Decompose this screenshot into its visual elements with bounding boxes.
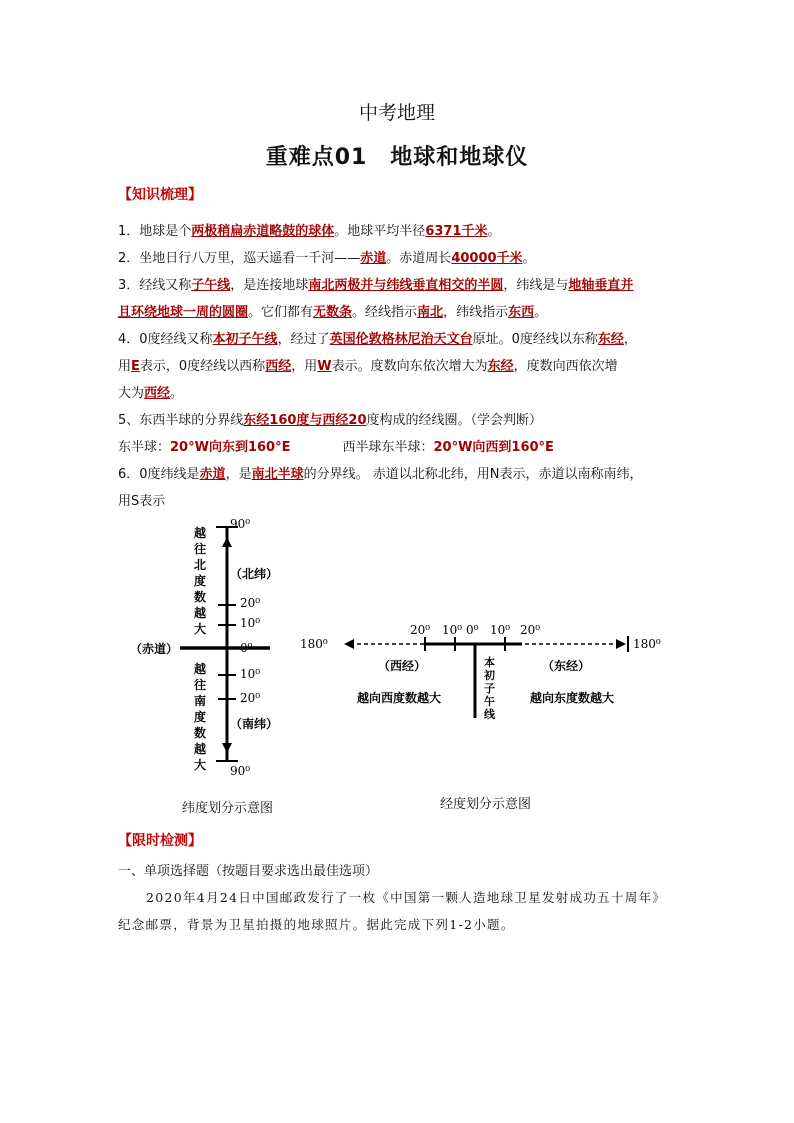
west-text: 越向西度数越大 — [357, 691, 442, 705]
east-text: 越向东度数越大 — [530, 691, 615, 705]
lon-left-end-label: 180⁰ — [300, 637, 328, 651]
plain-text: ， — [623, 332, 637, 347]
question-intro-line1: 2020年4月24日中国邮政发行了一枚《中国第一颗人造地球卫星发射成功五十周年》 — [146, 890, 667, 905]
south-arrowhead — [222, 743, 232, 753]
vertical-char: 度 — [194, 710, 207, 724]
west-arrowhead — [344, 639, 354, 649]
knowledge-list — [118, 218, 688, 515]
highlight-term: 南北 — [417, 305, 444, 320]
highlight-term: 西经 — [144, 386, 171, 401]
highlight-term: 20°W向西到160°E — [433, 440, 554, 455]
equator-label: （赤道） — [130, 642, 179, 656]
vertical-char: 越 — [194, 526, 207, 540]
tick-label-s10: 10⁰ — [240, 667, 261, 681]
vertical-char: 南 — [194, 694, 207, 708]
plain-text: 。 — [522, 251, 536, 266]
longitude-caption: 经度划分示意图 — [440, 797, 532, 812]
plain-text: ，是连接地球 — [230, 278, 309, 293]
question-heading: 一、单项选择题（按题目要求选出最佳选项） — [118, 864, 379, 879]
section-knowledge: 【知识梳理】 — [118, 187, 202, 203]
vertical-char: 往 — [194, 542, 207, 556]
plain-text: 。 — [534, 305, 548, 320]
vertical-char: 子 — [484, 682, 495, 695]
vertical-char: 度 — [194, 574, 207, 588]
knowledge-line — [118, 353, 688, 380]
highlight-term: 6371千米 — [425, 224, 488, 239]
tick-label-n20: 20⁰ — [240, 596, 261, 610]
north-hemi-label: （北纬） — [230, 567, 279, 581]
knowledge-line — [118, 488, 688, 515]
plain-text: 2．坐地日行八万里，巡天遥看一千河—— — [118, 251, 361, 266]
lon-tick-label-w10: 10⁰ — [442, 623, 463, 637]
plain-text: 。经线指示 — [352, 305, 418, 320]
east-longitude-label: （东经） — [542, 659, 591, 673]
lon-tick-label-w20: 20⁰ — [410, 623, 431, 637]
east-arrowhead — [616, 639, 626, 649]
plain-text: 用S表示 — [118, 494, 166, 509]
plain-text: ，用 — [291, 359, 318, 374]
vertical-char: 大 — [194, 758, 207, 772]
highlight-term: 40000千米 — [451, 251, 523, 266]
latitude-caption: 纬度划分示意图 — [182, 801, 274, 816]
north-vertical-text — [193, 525, 206, 636]
lon-tick-label-e20: 20⁰ — [520, 623, 541, 637]
plain-text: 用 — [118, 359, 132, 374]
plain-text: ，度数向西依次增 — [513, 359, 618, 374]
page-title: 重难点01 地球和地球仪 — [265, 145, 529, 170]
vertical-char: 越 — [194, 742, 207, 756]
knowledge-line — [118, 218, 688, 245]
north-arrowhead — [222, 537, 232, 547]
plain-text: 原址。0度经线以东称 — [472, 332, 598, 347]
knowledge-line — [118, 380, 688, 407]
plain-text: ，纬线指示 — [443, 305, 509, 320]
plain-text: 。它们都有 — [248, 305, 314, 320]
plain-text: 4．0度经线又称 — [118, 332, 213, 347]
lon-tick-label-e10: 10⁰ — [490, 623, 511, 637]
highlight-term: 东经160度与西经20 — [243, 413, 367, 428]
plain-text: 6．0度纬线是 — [118, 467, 200, 482]
prime-meridian-label — [483, 655, 496, 721]
plain-text: 。地球平均半径 — [334, 224, 426, 239]
highlight-term: 东经 — [597, 332, 624, 347]
knowledge-line — [118, 326, 688, 353]
highlight-term: 本初子午线 — [212, 332, 278, 347]
plain-text: 西半球东半球： — [290, 440, 434, 455]
knowledge-line — [118, 461, 688, 488]
plain-text: 。 — [487, 224, 501, 239]
vertical-char: 午 — [484, 695, 495, 708]
highlight-term: 两极稍扁赤道略鼓的球体 — [191, 224, 335, 239]
highlight-term: 英国伦敦格林尼治天文台 — [329, 332, 473, 347]
highlight-term: 子午线 — [191, 278, 231, 293]
highlight-term: 赤道 — [360, 251, 387, 266]
vertical-char: 往 — [194, 678, 207, 692]
lat-top-label: 90⁰ — [230, 517, 251, 531]
plain-text: ，经过了 — [277, 332, 330, 347]
knowledge-line — [118, 407, 688, 434]
highlight-term: E — [131, 359, 140, 374]
knowledge-line — [118, 245, 688, 272]
vertical-char: 大 — [194, 622, 207, 636]
section-test: 【限时检测】 — [118, 833, 202, 849]
vertical-char: 数 — [194, 726, 207, 740]
south-vertical-text — [193, 661, 206, 772]
highlight-term: 东经 — [487, 359, 514, 374]
lon-tick-label-zero: 0⁰ — [466, 623, 479, 637]
plain-text: ，纬线是与 — [503, 278, 569, 293]
lon-right-end-label: 180⁰ — [633, 637, 661, 651]
plain-text: 东半球： — [118, 440, 171, 455]
lat-bottom-label: 90⁰ — [230, 764, 251, 778]
plain-text: 大为 — [118, 386, 145, 401]
plain-text: 5、东西半球的分界线 — [118, 413, 244, 428]
plain-text: 的分界线。 赤道以北称北纬，用N表示，赤道以南称南纬， — [303, 467, 643, 482]
plain-text: 3．经线又称 — [118, 278, 192, 293]
plain-text: 度构成的经线圈。（学会判断） — [366, 413, 543, 428]
west-longitude-label: （西经） — [378, 659, 427, 673]
highlight-term: 西经 — [265, 359, 292, 374]
question-intro-line2: 纪念邮票，背景为卫星拍摄的地球照片。据此完成下列1-2小题。 — [118, 917, 515, 932]
knowledge-line — [118, 299, 688, 326]
highlight-term: W — [317, 359, 332, 374]
highlight-term: 无数条 — [313, 305, 353, 320]
highlight-term: 地轴垂直并 — [568, 278, 634, 293]
highlight-term: 且环绕地球一周的圆圈 — [118, 305, 249, 320]
tick-label-zero: 0⁰ — [240, 641, 253, 655]
plain-text: 表示，0度经线以西称 — [139, 359, 266, 374]
vertical-char: 越 — [194, 662, 207, 676]
plain-text: 1．地球是个 — [118, 224, 192, 239]
highlight-term: 赤道 — [199, 467, 226, 482]
plain-text: ，是 — [225, 467, 252, 482]
vertical-char: 本 — [484, 656, 495, 669]
south-hemi-label: （南纬） — [230, 717, 279, 731]
longitude-diagram — [300, 610, 700, 730]
vertical-char: 初 — [484, 669, 495, 682]
plain-text: 。赤道周长 — [386, 251, 452, 266]
knowledge-line — [118, 434, 688, 461]
tick-label-n10: 10⁰ — [240, 616, 261, 630]
highlight-term: 南北两极并与纬线垂直相交的半圆 — [308, 278, 504, 293]
vertical-char: 越 — [194, 606, 207, 620]
plain-text: 。 — [170, 386, 184, 401]
vertical-char: 数 — [194, 590, 207, 604]
highlight-term: 20°W向东到160°E — [170, 440, 291, 455]
knowledge-line — [118, 272, 688, 299]
vertical-char: 线 — [484, 708, 495, 721]
latitude-diagram — [130, 515, 300, 815]
subject-title: 中考地理 — [358, 102, 435, 124]
vertical-char: 北 — [194, 558, 207, 572]
highlight-term: 南北半球 — [251, 467, 304, 482]
plain-text: 表示。度数向东依次增大为 — [331, 359, 488, 374]
highlight-term: 东西 — [508, 305, 535, 320]
tick-label-s20: 20⁰ — [240, 691, 261, 705]
